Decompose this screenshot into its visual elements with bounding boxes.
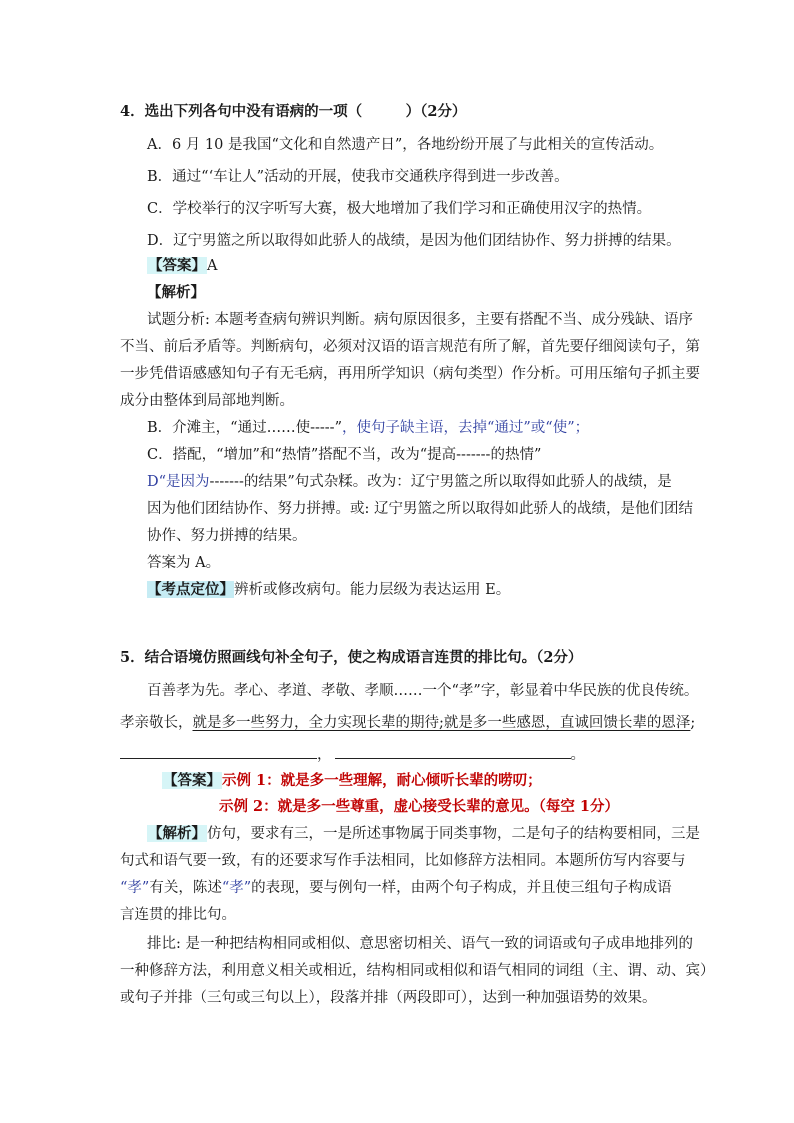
q5-analysis-3 (120, 878, 672, 898)
q5-answer-2: 示例 2：就是多一些尊重，虚心接受长辈的意见。（每空 1分） (219, 798, 620, 815)
q4-d-note (147, 472, 672, 492)
q5-analysis-2: 句式和语气要一致，有的还要求写作手法相同，比如修辞方法相同。本题所仿写内容要与 (120, 853, 686, 869)
blank-period: 。 (570, 747, 585, 763)
d-note-blue: D“是因为 (147, 474, 210, 490)
answer-tag: 【答案】 (163, 772, 221, 789)
q4-c-note: C．搭配，“增加”和“热情”搭配不当，改为“提高-------的热情” (147, 447, 542, 463)
para2-plain: 孝亲敬长， (120, 715, 193, 731)
paibi-line-1: 排比: 是一种把结构相同或相似、意思密切相关、语气一致的词语或句子成串地排列的 (147, 936, 693, 952)
para2-end: ; (690, 715, 696, 731)
answer-blank-2[interactable] (335, 744, 571, 759)
q4-analysis-tag: 【解析】 (147, 284, 205, 301)
q4-answer (147, 256, 217, 276)
q5-para-2 (120, 713, 695, 733)
analysis-l3-rest: 的表现，要与例句一样，由两个句子构成，并且使三组句子构成语 (251, 880, 672, 896)
q4-analysis-line-3: 一步凭借语感感知句子有无毛病，再用所学知识（病句类型）作分析。可用压缩句子抓主要 (120, 366, 700, 382)
b-note-blue: ，使句子缺主语，去掉“通过”或“使”； (341, 420, 590, 436)
example-1: 示例 1：就是多一些理解，耐心倾听长辈的唠叨； (222, 772, 542, 789)
q4-option-d: D．辽宁男篮之所以取得如此骄人的战绩，是因为他们团结协作、努力拼搏的结果。 (147, 233, 681, 249)
kaodian-tag: 【考点定位】 (147, 581, 234, 598)
q4-d-note-line-2: 因为他们团结协作、努力拼搏。或: 辽宁男篮之所以取得如此骄人的战绩，是他们团结 (147, 501, 693, 517)
q5-analysis-1 (147, 824, 700, 844)
xiao-quote-1: “孝” (120, 880, 150, 896)
q5-para-1: 百善孝为先。孝心、孝道、孝敬、孝顺……一个“孝”字，彰显着中华民族的优良传统。 (147, 683, 699, 699)
q4-option-a: A．6 月 10 是我国“文化和自然遗产日”，各地纷纷开展了与此相关的宣传活动。 (147, 137, 664, 153)
q4-answer-line: 答案为 A。 (147, 555, 221, 571)
q4-b-note (147, 418, 589, 438)
xiao-quote-2: “孝” (221, 880, 252, 896)
q4-title: 4．选出下列各句中没有语病的一项（ ）（2分） (120, 103, 467, 120)
answer-tag: 【答案】 (148, 257, 206, 274)
q5-answer-1 (162, 771, 542, 791)
analysis-l1: 仿句，要求有三，一是所述事物属于同类事物，二是句子的结构要相同，三是 (207, 826, 700, 842)
q4-d-note-line-3: 协作、努力拼搏的结果。 (147, 528, 307, 544)
paibi-line-3: 或句子并排（三句或三句以上），段落并排（两段即可），达到一种加强语势的效果。 (120, 990, 657, 1006)
q4-option-b: B．通过“‘车让人”活动的开展，使我市交通秩序得到进一步改善。 (147, 169, 569, 185)
q4-option-c: C．学校举行的汉字听写大赛，极大地增加了我们学习和正确使用汉字的热情。 (147, 201, 652, 217)
paibi-line-2: 一种修辞方法，利用意义相关或相近，结构相同或相似和语气相同的词组（主、谓、动、宾） (120, 963, 715, 979)
q5-blanks (120, 744, 585, 765)
q4-analysis-line-4: 成分由整体到局部地判断。 (120, 393, 294, 409)
q4-kaodian (147, 580, 510, 600)
d-note-rest: -------的结果”句式杂糅。改为：辽宁男篮之所以取得如此骄人的战绩，是 (209, 474, 672, 490)
blank-comma: ， (317, 747, 332, 763)
b-note-prefix: B．介滩主，“通过……使-----” (147, 420, 342, 436)
answer-value: A (207, 258, 218, 274)
underlined-sentence: 就是多一些努力，全力实现长辈的期待;就是多一些感恩，直诚回馈长辈的恩泽 (192, 715, 691, 731)
q4-analysis-line-1: 试题分析: 本题考查病句辨识判断。病句原因很多，主要有搭配不当、成分残缺、语序 (147, 312, 693, 328)
analysis-tag: 【解析】 (148, 825, 206, 842)
kaodian-text: 辨析或修改病句。能力层级为表达运用 E。 (234, 582, 511, 598)
q4-analysis-line-2: 不当、前后矛盾等。判断病句，必须对汉语的语言规范有所了解，首先要仔细阅读句子，第 (120, 339, 700, 355)
q5-title: 5．结合语境仿照画线句补全句子，使之构成语言连贯的排比句。（2分） (120, 649, 583, 666)
analysis-l3-mid: 有关，陈述 (149, 880, 222, 896)
answer-blank-1[interactable] (120, 744, 317, 759)
q5-analysis-4: 言连贯的排比句。 (120, 907, 236, 923)
